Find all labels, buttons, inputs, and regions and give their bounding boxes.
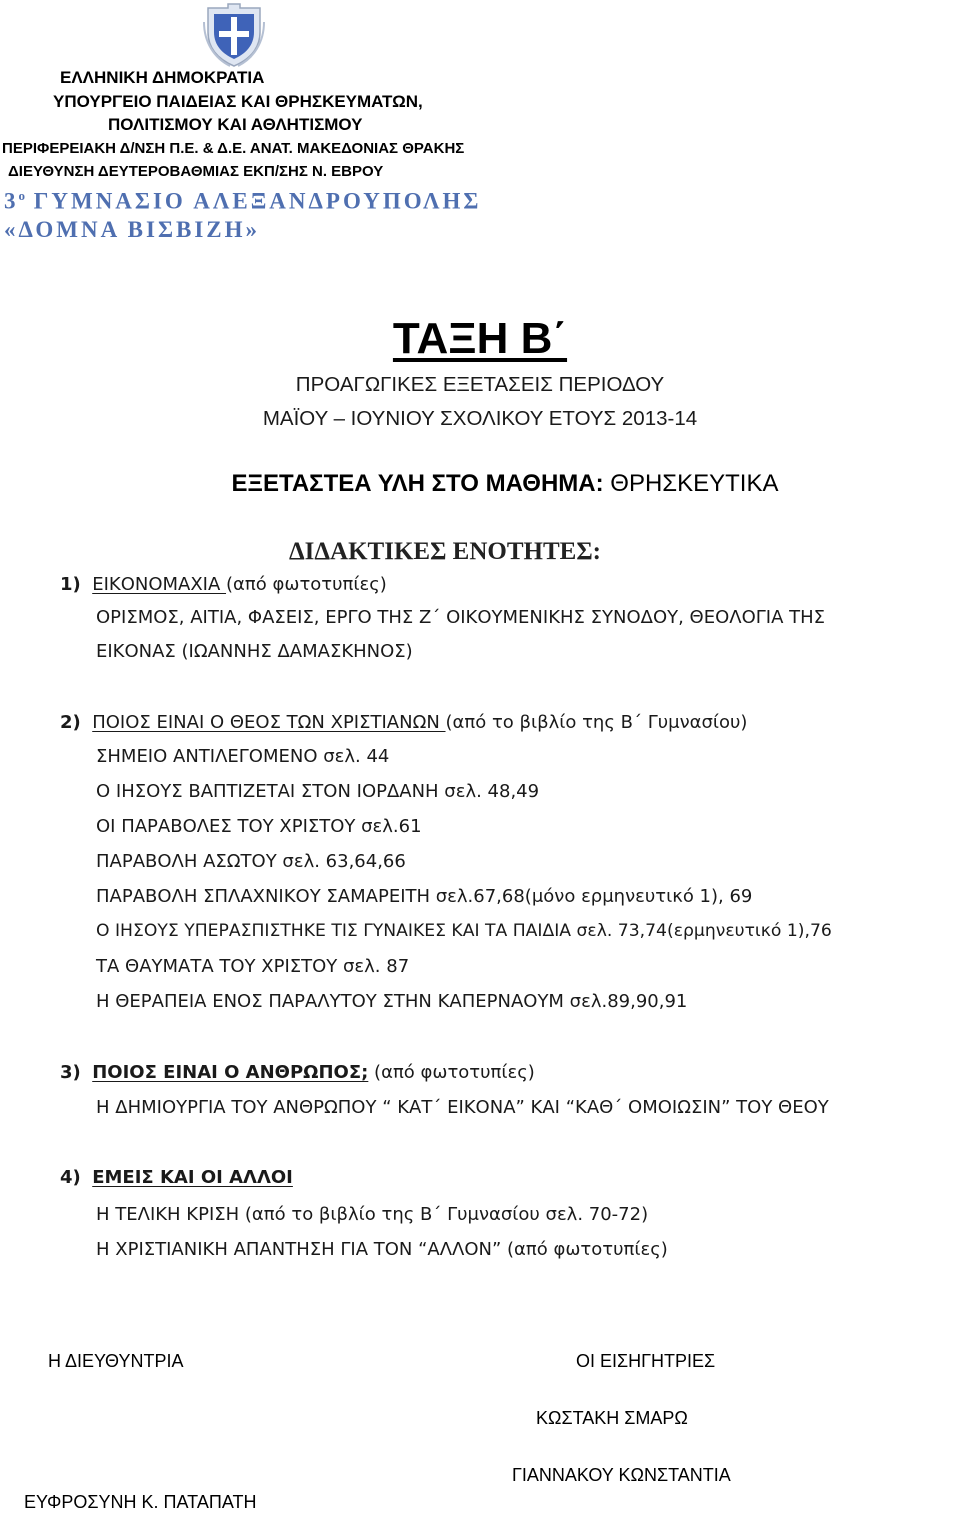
unit-2-line: ΣΗΜΕΙΟ ΑΝΤΙΛΕΓΟΜΕΝΟ σελ. 44	[96, 746, 390, 767]
header-secondary-directorate: ΔΙΕΥΘΥΝΣΗ ΔΕΥΤΕΡΟΒΑΘΜΙΑΣ ΕΚΠ/ΣΗΣ Ν. ΕΒΡΟΥ	[8, 163, 384, 180]
school-name: $3^o$ ΓΥΜΝΑΣΙΟ ΑΛΕΞΑΝΔΡΟΥΠΟΛΗΣ	[4, 188, 482, 214]
header-ministry: ΥΠΟΥΡΓΕΙΟ ΠΑΙΔΕΙΑΣ ΚΑΙ ΘΡΗΣΚΕΥΜΑΤΩΝ,	[53, 92, 423, 111]
unit-2-line: ΤΑ ΘΑΥΜΑΤΑ ΤΟΥ ΧΡΙΣΤΟΥ σελ. 87	[96, 956, 410, 977]
unit-2-line: Ο ΙΗΣΟΥΣ ΒΑΠΤΙΖΕΤΑΙ ΣΤΟΝ ΙΟΡΔΑΝΗ σελ. 48,49	[96, 781, 540, 802]
unit-2-line: ΠΑΡΑΒΟΛΗ ΣΠΛΑΧΝΙΚΟΥ ΣΑΜΑΡΕΙΤΗ σελ.67,68(μόνο ερμηνευτικό 1), 69	[96, 886, 753, 907]
director-name: ΕΥΦΡΟΣΥΝΗ Κ. ΠΑΤΑΠΑΤΗ	[24, 1492, 257, 1512]
exam-period: ΠΡΟΑΓΩΓΙΚΕΣ ΕΞΕΤΑΣΕΙΣ ΠΕΡΙΟΔΟΥ	[295, 373, 665, 396]
school-dedication: «ΔΟΜΝΑ ΒΙΣΒΙΖΗ»	[4, 217, 261, 242]
proposers-title: ΟΙ ΕΙΣΗΓΗΤΡΙΕΣ	[576, 1351, 716, 1371]
unit-4-heading: 4) ΕΜΕΙΣ ΚΑΙ ΟΙ ΑΛΛΟΙ	[60, 1167, 293, 1188]
unit-2-heading: 2) ΠΟΙΟΣ ΕΙΝΑΙ Ο ΘΕΟΣ ΤΩΝ ΧΡΙΣΤΙΑΝΩΝ (από το βιβλίο της Β΄ Γυμνασίου)	[60, 712, 748, 733]
exam-subject: ΕΞΕΤΑΣΤΕΑ ΥΛΗ ΣΤΟ ΜΑΘΗΜΑ: ΘΡΗΣΚΕΥΤΙΚΑ	[231, 470, 779, 497]
unit-3-heading: 3) ΠΟΙΟΣ ΕΙΝΑΙ Ο ΑΝΘΡΩΠΟΣ; (από φωτοτυπίες)	[60, 1062, 535, 1083]
unit-1-heading: 1) ΕΙΚΟΝΟΜΑΧΙΑ (από φωτοτυπίες)	[60, 574, 387, 595]
greek-coat-of-arms-icon	[200, 2, 268, 68]
exam-school-year: ΜΑΪΟΥ – ΙΟΥΝΙΟΥ ΣΧΟΛΙΚΟΥ ΕΤΟΥΣ 2013-14	[262, 407, 698, 430]
unit-4-line: Η ΧΡΙΣΤΙΑΝΙΚΗ ΑΠΑΝΤΗΣΗ ΓΙΑ ΤΟΝ “ΑΛΛΟΝ” (από φωτοτυπίες)	[96, 1239, 668, 1260]
header-country: ΕΛΛΗΝΙΚΗ ΔΗΜΟΚΡΑΤΙΑ	[60, 68, 265, 87]
header-ministry-cont: ΠΟΛΙΤΙΣΜΟΥ ΚΑΙ ΑΘΛΗΤΙΣΜΟΥ	[108, 115, 363, 134]
unit-4-line: Η ΤΕΛΙΚΗ ΚΡΙΣΗ (από το βιβλίο της Β΄ Γυμνασίου σελ. 70-72)	[96, 1204, 649, 1225]
proposer-name: ΓΙΑΝΝΑΚΟΥ ΚΩΝΣΤΑΝΤΙΑ	[512, 1465, 731, 1485]
header-regional-directorate: ΠΕΡΙΦΕΡΕΙΑΚΗ Δ/ΝΣΗ Π.Ε. & Δ.Ε. ΑΝΑΤ. ΜΑΚΕΔΟΝΙΑΣ ΘΡΑΚΗΣ	[2, 140, 465, 157]
units-heading: ΔΙΔΑΚΤΙΚΕΣ ΕΝΟΤΗΤΕΣ:	[288, 538, 601, 565]
proposer-name: ΚΩΣΤΑΚΗ ΣΜΑΡΩ	[536, 1408, 688, 1428]
unit-1-line: ΕΙΚΟΝΑΣ (ΙΩΑΝΝΗΣ ΔΑΜΑΣΚΗΝΟΣ)	[96, 641, 413, 662]
unit-2-line: ΟΙ ΠΑΡΑΒΟΛΕΣ ΤΟΥ ΧΡΙΣΤΟΥ σελ.61	[96, 816, 422, 837]
unit-2-line: ΠΑΡΑΒΟΛΗ ΑΣΩΤΟΥ σελ. 63,64,66	[96, 851, 406, 872]
unit-2-line: Ο ΙΗΣΟΥΣ ΥΠΕΡΑΣΠΙΣΤΗΚΕ ΤΙΣ ΓΥΝΑΙΚΕΣ ΚΑΙ ΤΑ ΠΑΙΔΙΑ σελ. 73,74(ερμηνευτικό 1),76	[96, 921, 832, 941]
director-title: Η ΔΙΕΥΘΥΝΤΡΙΑ	[48, 1351, 184, 1371]
page-title: ΤΑΞΗ Β΄	[392, 314, 568, 363]
unit-3-line: Η ΔΗΜΙΟΥΡΓΙΑ ΤΟΥ ΑΝΘΡΩΠΟΥ “ ΚΑΤ΄ ΕΙΚΟΝΑ” ΚΑΙ “ΚΑΘ΄ ΟΜΟΙΩΣΙΝ” ΤΟΥ ΘΕΟΥ	[96, 1097, 829, 1118]
unit-2-line: Η ΘΕΡΑΠΕΙΑ ΕΝΟΣ ΠΑΡΑΛΥΤΟΥ ΣΤΗΝ ΚΑΠΕΡΝΑΟΥΜ σελ.89,90,91	[96, 991, 688, 1012]
unit-1-line: ΟΡΙΣΜΟΣ, ΑΙΤΙΑ, ΦΑΣΕΙΣ, ΕΡΓΟ ΤΗΣ Ζ΄ ΟΙΚΟΥΜΕΝΙΚΗΣ ΣΥΝΟΔΟΥ, ΘΕΟΛΟΓΙΑ ΤΗΣ	[96, 607, 826, 628]
